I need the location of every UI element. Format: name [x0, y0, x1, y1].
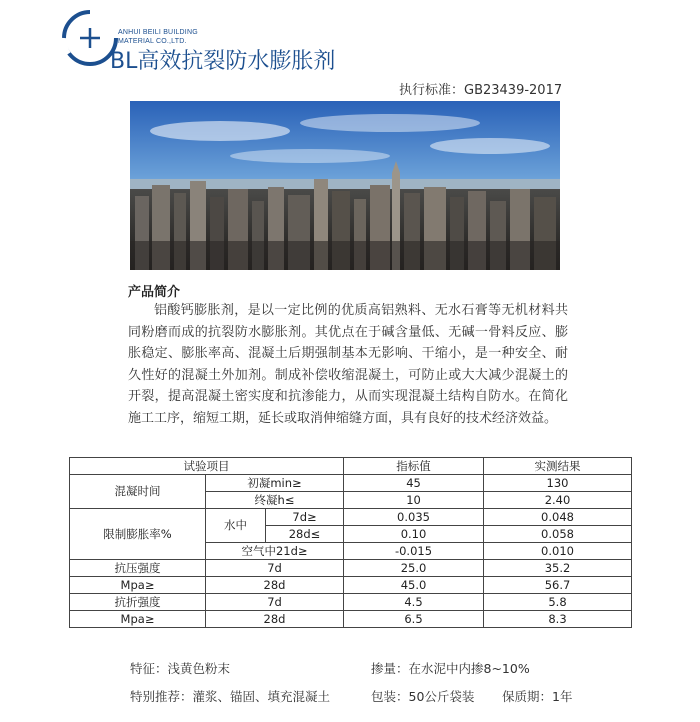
header-cell: 指标值 — [344, 458, 484, 475]
measured-value: 8.3 — [484, 611, 632, 628]
item-cell: 7d — [206, 560, 344, 577]
standard-label: 执行标准：GB23439-2017 — [399, 83, 563, 98]
row-label: 限制膨胀率% — [70, 509, 206, 560]
section-heading: 产品简介 — [128, 285, 181, 300]
spec-value: -0.015 — [344, 543, 484, 560]
row-label: Mpa≥ — [70, 577, 206, 594]
recommend-text: 特别推荐：灌浆、锚固、填充混凝土 — [130, 689, 331, 704]
shelf-life-text: 保质期：1年 — [502, 689, 573, 704]
table-row — [70, 594, 632, 611]
table-row — [70, 475, 632, 492]
spec-value: 10 — [344, 492, 484, 509]
spec-value: 45.0 — [344, 577, 484, 594]
row-label: 抗压强度 — [70, 560, 206, 577]
spec-value: 45 — [344, 475, 484, 492]
item-cell: 28d≤ — [266, 526, 344, 543]
measured-value: 0.010 — [484, 543, 632, 560]
intro-paragraph: 铝酸钙膨胀剂，是以一定比例的优质高铝熟料、无水石膏等无机材料共同粉磨而成的抗裂防水膨胀剂。其优点在于碱含量低、无碱一骨料反应、膨胀稳定、膨胀率高、混凝土后期强制基本无影响、干缩小，是一种安全、耐久性好的混凝土外加剂。制成补偿收缩混凝土，可防止或大大减少混凝土的开裂，提高混凝土密实度和抗渗能力，从而实现混凝土结构自防水。在简化施工工序，缩短工期，延长或取消伸缩缝方面，具有良好的技术经济效益。 — [128, 303, 568, 426]
spec-value: 25.0 — [344, 560, 484, 577]
measured-value: 0.058 — [484, 526, 632, 543]
header-cell: 实测结果 — [484, 458, 632, 475]
item-cell: 7d≥ — [266, 509, 344, 526]
row-label: 混凝时间 — [70, 475, 206, 509]
item-cell: 28d — [206, 611, 344, 628]
item-cell: 7d — [206, 594, 344, 611]
spec-value: 4.5 — [344, 594, 484, 611]
row-label: 抗折强度 — [70, 594, 206, 611]
city-skyline-photo — [130, 101, 560, 270]
item-cell: 28d — [206, 577, 344, 594]
measured-value: 56.7 — [484, 577, 632, 594]
item-cell: 终凝h≤ — [206, 492, 344, 509]
table-row — [70, 560, 632, 577]
product-title: BL高效抗裂防水膨胀剂 — [110, 49, 336, 74]
table-row — [70, 611, 632, 628]
measured-value: 130 — [484, 475, 632, 492]
measured-value: 2.40 — [484, 492, 632, 509]
measured-value: 5.8 — [484, 594, 632, 611]
table-header-row — [70, 458, 632, 475]
measured-value: 35.2 — [484, 560, 632, 577]
spec-value: 0.035 — [344, 509, 484, 526]
table-row — [70, 577, 632, 594]
spec-value: 0.10 — [344, 526, 484, 543]
dosage-text: 掺量：在水泥中内掺8~10% — [371, 661, 530, 676]
spec-table — [69, 457, 632, 628]
measured-value: 0.048 — [484, 509, 632, 526]
company-line-1: ANHUI BEILI BUILDING — [118, 29, 198, 36]
spec-value: 6.5 — [344, 611, 484, 628]
item-cell: 初凝min≥ — [206, 475, 344, 492]
package-text: 包装：50公斤袋装 — [371, 689, 475, 704]
sub-label: 水中 — [206, 509, 266, 543]
row-label: Mpa≥ — [70, 611, 206, 628]
item-cell: 空气中21d≥ — [206, 543, 344, 560]
table-row — [70, 509, 632, 526]
feature-text: 特征：浅黄色粉末 — [130, 661, 231, 676]
company-line-2: MATERIAL CO.,LTD. — [118, 38, 187, 45]
header-cell: 试验项目 — [70, 458, 344, 475]
